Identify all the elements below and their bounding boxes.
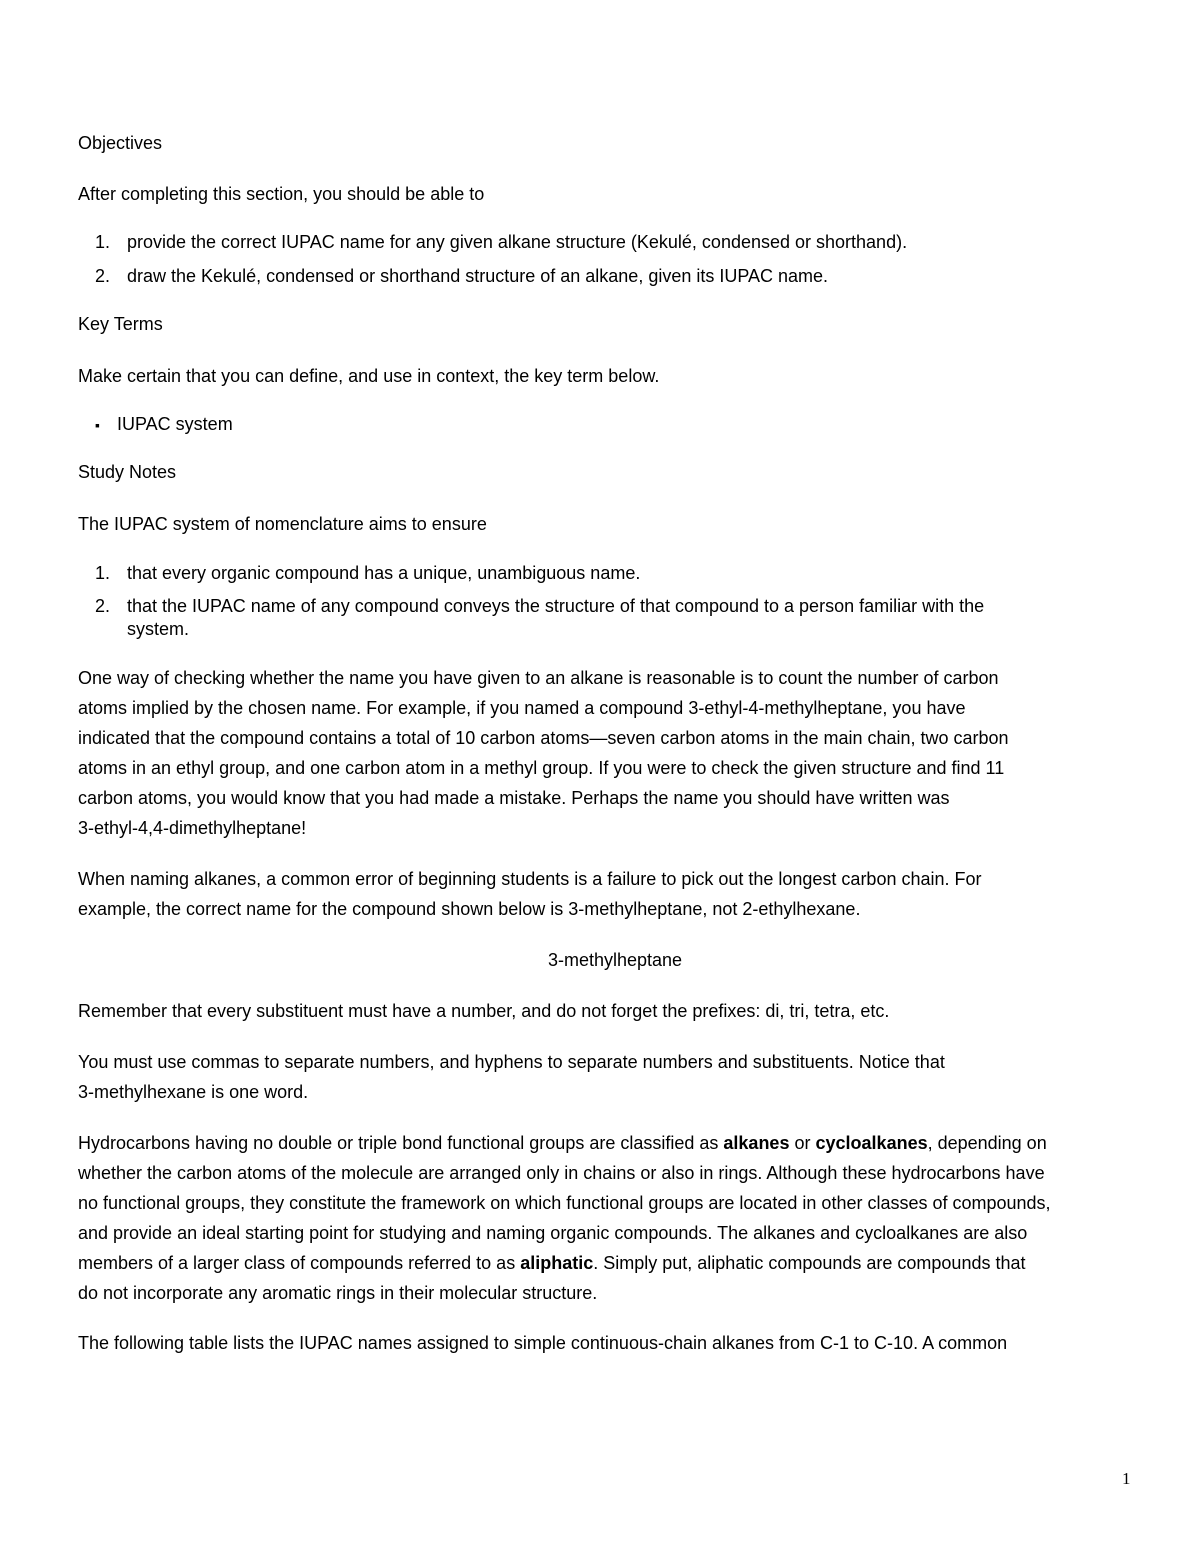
text-line: indicated that the compound contains a total of 10 carbon atoms—seven carbon atoms in the main chain, two carbon [78,728,1009,748]
objective-number: 1. [95,232,111,252]
page-number: 1 [1122,1469,1131,1488]
text-line [78,1248,1123,1278]
figure-caption: 3-methylheptane [547,950,683,970]
paragraph-remember [78,996,1128,1026]
paragraph-table-intro [78,1328,1123,1358]
objective-item: provide the correct IUPAC name for any given alkane structure (Kekulé, condensed or shorthand). [127,232,908,252]
text-line: do not incorporate any aromatic rings in their molecular structure. [78,1283,598,1303]
text-line: and provide an ideal starting point for studying and naming organic compounds. The alkanes and cycloalkanes are also [78,1223,1028,1243]
objective-item: draw the Kekulé, condensed or shorthand structure of an alkane, given its IUPAC name. [127,266,829,286]
text-run: . Simply put, aliphatic compounds are compounds that [593,1253,1026,1273]
study-note-item: that the IUPAC name of any compound conveys the structure of that compound to a person familiar with the [127,596,985,616]
text-line: One way of checking whether the name you have given to an alkane is reasonable is to count the number of carbon [78,668,999,688]
text-line: When naming alkanes, a common error of beginning students is a failure to pick out the longest carbon chain. For [78,869,982,889]
text-line: You must use commas to separate numbers, and hyphens to separate numbers and substituents. Notice that [78,1052,945,1072]
text-line: example, the correct name for the compound shown below is 3-methylheptane, not 2-ethylhexane. [78,899,861,919]
bullet-icon: ▪ [95,417,100,433]
study-notes-intro: The IUPAC system of nomenclature aims to ensure [78,514,487,534]
objective-number: 2. [95,266,111,286]
study-notes-heading: Study Notes [78,462,177,482]
text-line: atoms implied by the chosen name. For example, if you named a compound 3-ethyl-4-methylheptane, you have [78,698,966,718]
text-line: 3-methylhexane is one word. [78,1082,309,1102]
text-run: members of a larger class of compounds referred to as [78,1253,516,1273]
paragraph-commas [78,1047,1128,1107]
text-line: carbon atoms, you would know that you had made a mistake. Perhaps the name you should have written was [78,788,950,808]
study-note-number: 2. [95,596,111,616]
paragraph-checking [78,663,1128,843]
key-terms-intro: Make certain that you can define, and use in context, the key term below. [78,366,660,386]
objectives-heading: Objectives [78,133,163,153]
text-line: no functional groups, they constitute the framework on which functional groups are located in other classes of compounds, [78,1193,1051,1213]
text-line: 3-ethyl-4,4-dimethylheptane! [78,818,307,838]
paragraph-naming [78,864,1128,924]
key-term-item: IUPAC system [117,414,233,434]
text-line: whether the carbon atoms of the molecule are arranged only in chains or also in rings. Although these hydrocarbons have [78,1163,1045,1183]
text-line [78,1128,1123,1158]
study-note-item: that every organic compound has a unique, unambiguous name. [127,563,641,583]
text-line: atoms in an ethyl group, and one carbon atom in a methyl group. If you were to check the given structure and find 11 [78,758,1005,778]
text-line: The following table lists the IUPAC names assigned to simple continuous-chain alkanes from C-1 to C-10. A common [78,1333,1008,1353]
study-note-item-continued: system. [127,619,190,639]
study-note-number: 1. [95,563,111,583]
bold-term-aliphatic: aliphatic [520,1253,594,1273]
text-run: Hydrocarbons having no double or triple bond functional groups are classified as [78,1133,719,1153]
objectives-intro: After completing this section, you should be able to [78,184,485,204]
bold-term-alkanes: alkanes [723,1133,790,1153]
paragraph-hydrocarbons [78,1128,1123,1308]
text-run: or [794,1133,811,1153]
key-terms-heading: Key Terms [78,314,163,334]
text-line: Remember that every substituent must have a number, and do not forget the prefixes: di, tri, tetra, etc. [78,1001,890,1021]
bold-term-cycloalkanes: cycloalkanes [815,1133,928,1153]
text-run: , depending on [927,1133,1047,1153]
